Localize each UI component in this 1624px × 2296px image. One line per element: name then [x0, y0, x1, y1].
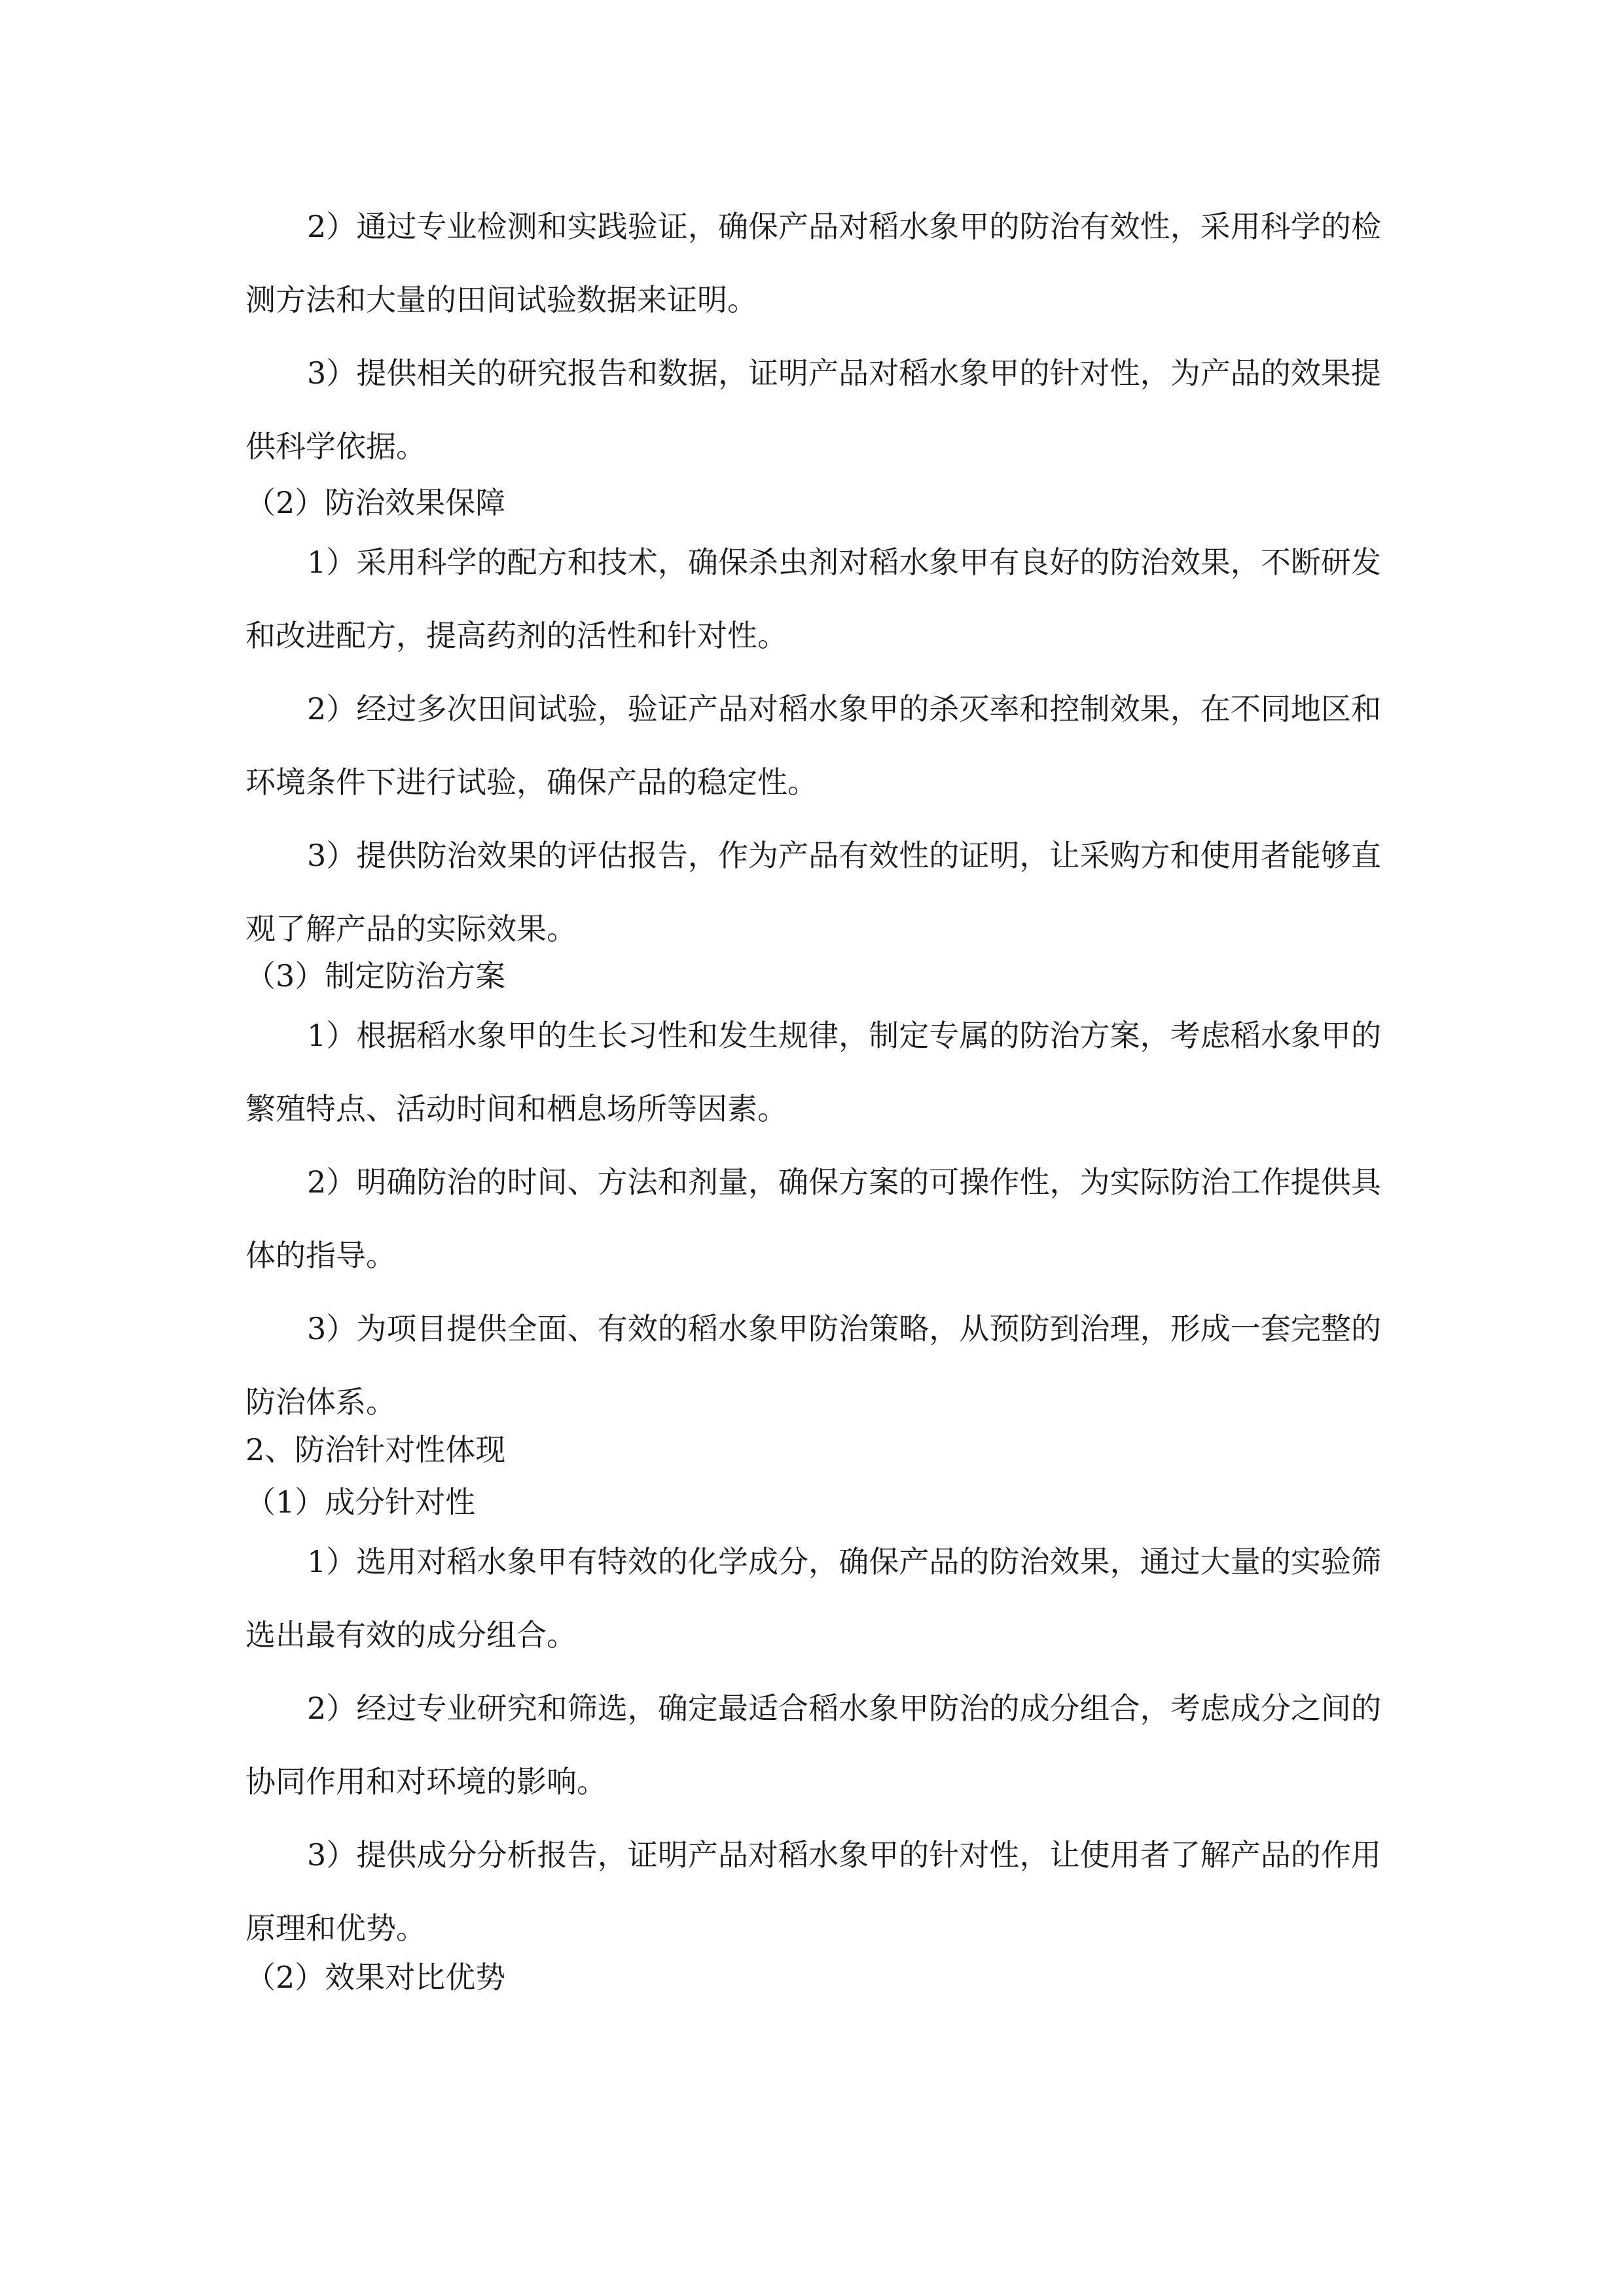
paragraph-chemical-ingredients: 1）选用对稻水象甲有特效的化学成分，确保产品的防治效果，通过大量的实验筛选出最有效的成分组合。	[245, 1544, 1381, 1653]
section-heading-effect-guarantee: （2）防治效果保障	[245, 485, 506, 520]
chapter-heading-targeting: 2、防治针对性体现	[245, 1432, 506, 1467]
paragraph-control-strategy: 3）为项目提供全面、有效的稻水象甲防治策略，从预防到治理，形成一套完整的防治体系。	[245, 1311, 1381, 1420]
paragraph-field-trials: 2）经过多次田间试验，验证产品对稻水象甲的杀灭率和控制效果，在不同地区和环境条件下进行试验，确保产品的稳定性。	[245, 691, 1381, 800]
paragraph-efficacy-verification: 2）通过专业检测和实践验证，确保产品对稻水象甲的防治有效性，采用科学的检测方法和大量的田间试验数据来证明。	[245, 209, 1381, 317]
paragraph-research-reports: 3）提供相关的研究报告和数据，证明产品对稻水象甲的针对性，为产品的效果提供科学依据。	[245, 355, 1381, 464]
paragraph-timing-dosage: 2）明确防治的时间、方法和剂量，确保方案的可操作性，为实际防治工作提供具体的指导。	[245, 1164, 1381, 1273]
section-heading-control-plan: （3）制定防治方案	[245, 958, 506, 994]
paragraph-ingredient-analysis: 3）提供成分分析报告，证明产品对稻水象甲的针对性，让使用者了解产品的作用原理和优势。	[245, 1837, 1381, 1946]
section-heading-effect-comparison: （2）效果对比优势	[245, 1960, 506, 1995]
paragraph-dedicated-plan: 1）根据稻水象甲的生长习性和发生规律，制定专属的防治方案，考虑稻水象甲的繁殖特点、活动时间和栖息场所等因素。	[245, 1018, 1381, 1126]
paragraph-ingredient-combination: 2）经过专业研究和筛选，确定最适合稻水象甲防治的成分组合，考虑成分之间的协同作用和对环境的影响。	[245, 1691, 1381, 1799]
paragraph-evaluation-report: 3）提供防治效果的评估报告，作为产品有效性的证明，让采购方和使用者能够直观了解产品的实际效果。	[245, 838, 1381, 946]
paragraph-formula-technology: 1）采用科学的配方和技术，确保杀虫剂对稻水象甲有良好的防治效果，不断研发和改进配方，提高药剂的活性和针对性。	[245, 545, 1381, 653]
section-heading-ingredient-targeting: （1）成分针对性	[245, 1484, 476, 1520]
